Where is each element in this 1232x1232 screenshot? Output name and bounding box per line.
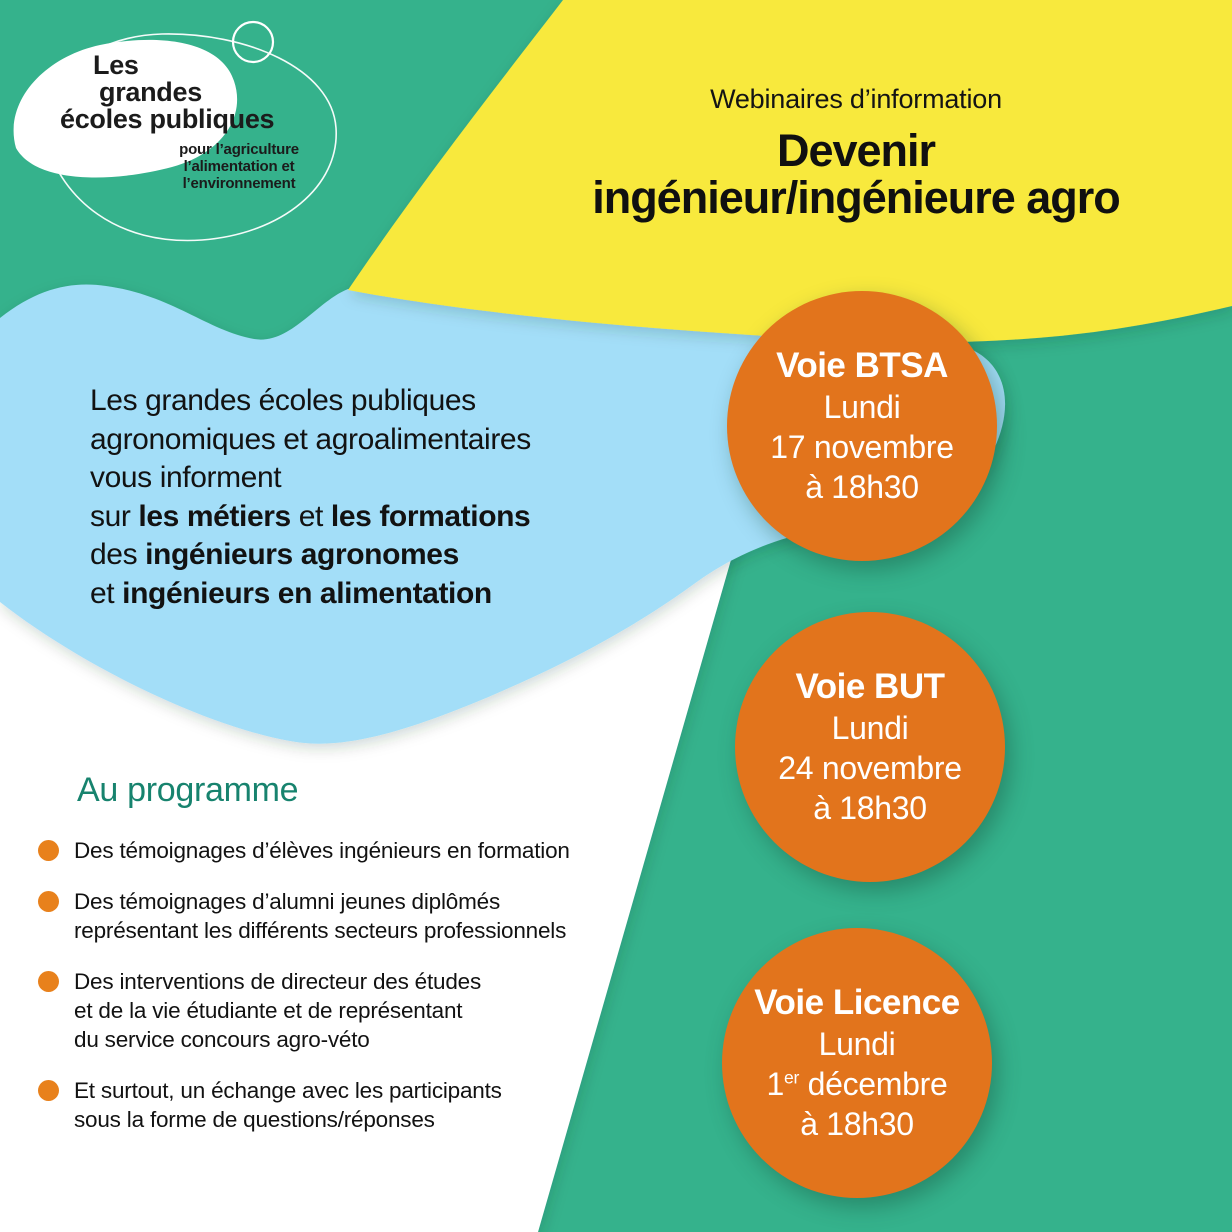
program-heading: Au programme bbox=[77, 771, 299, 809]
intro-line2: agronomiques et agroalimentaires bbox=[90, 422, 531, 456]
bullet-dot-icon bbox=[38, 840, 59, 861]
page-title-line1: Devenir bbox=[776, 125, 936, 176]
logo-title-line3: écoles publiques bbox=[60, 104, 275, 134]
list-item-line: Des témoignages d’élèves ingénieurs en formation bbox=[74, 838, 570, 863]
intro-line5-pre: des bbox=[90, 538, 146, 571]
webinar-date-sup: er bbox=[783, 1067, 800, 1088]
intro-line3: vous informent bbox=[90, 461, 282, 494]
list-item-line: et de la vie étudiante et de représentant bbox=[74, 998, 463, 1023]
webinar-time: à 18h30 bbox=[805, 469, 919, 505]
webinar-track: Voie Licence bbox=[754, 983, 960, 1022]
webinar-date-rest: novembre bbox=[805, 429, 954, 465]
header bbox=[470, 84, 1232, 221]
logo-tagline bbox=[160, 141, 318, 192]
webinar-date-rest: novembre bbox=[813, 750, 962, 786]
list-item bbox=[38, 836, 658, 865]
webinar-date bbox=[778, 748, 962, 788]
intro-line4-bold1: les métiers bbox=[138, 499, 291, 533]
webinar-time: à 18h30 bbox=[800, 1106, 914, 1142]
webinar-time: à 18h30 bbox=[813, 790, 927, 826]
list-item bbox=[38, 1076, 658, 1134]
logo-title-line1: Les bbox=[93, 50, 139, 80]
list-item-line: Des interventions de directeur des études bbox=[74, 969, 482, 994]
logo-tagline-line3: l’environnement bbox=[182, 175, 296, 192]
webinar-circle-btsa bbox=[727, 291, 997, 561]
webinar-day: Lundi bbox=[818, 1026, 896, 1062]
list-item-text bbox=[74, 887, 566, 945]
intro-line1: Les grandes écoles publiques bbox=[90, 384, 476, 417]
intro-line4 bbox=[90, 498, 531, 537]
page-title-line2: ingénieur/ingénieure agro bbox=[592, 172, 1120, 223]
intro-line6 bbox=[90, 575, 531, 614]
list-item bbox=[38, 887, 658, 945]
bullet-dot-icon bbox=[38, 1080, 59, 1101]
header-kicker: Webinaires d’information bbox=[710, 84, 1002, 114]
intro-line4-bold2: les formations bbox=[330, 499, 531, 533]
webinar-day: Lundi bbox=[823, 389, 901, 425]
webinar-date-rest: décembre bbox=[799, 1066, 948, 1102]
intro-line6-bold: ingénieurs en alimentation bbox=[122, 576, 492, 610]
webinar-date bbox=[766, 1064, 947, 1104]
webinar-date-num: 1 bbox=[766, 1066, 784, 1102]
intro-line5-bold: ingénieurs agronomes bbox=[145, 538, 459, 571]
intro-text bbox=[90, 382, 531, 613]
bullet-dot-icon bbox=[38, 971, 59, 992]
list-item-text bbox=[74, 967, 481, 1054]
webinar-circle-licence bbox=[722, 928, 992, 1198]
list-item-line: Et surtout, un échange avec les participants bbox=[74, 1078, 502, 1103]
list-item-line: sous la forme de questions/réponses bbox=[74, 1107, 435, 1132]
webinar-circle-but bbox=[735, 612, 1005, 882]
list-item-line: représentant les différents secteurs professionnels bbox=[74, 918, 567, 943]
webinar-track: Voie BUT bbox=[795, 667, 945, 706]
list-item-line: Des témoignages d’alumni jeunes diplômés bbox=[74, 889, 500, 914]
intro-line6-pre: et bbox=[90, 576, 123, 610]
list-item-text bbox=[74, 836, 570, 865]
logo-title-line2: grandes bbox=[99, 77, 202, 107]
program-list bbox=[38, 836, 658, 1156]
webinar-date-num: 24 bbox=[778, 750, 814, 786]
webinar-track: Voie BTSA bbox=[776, 346, 948, 385]
list-item bbox=[38, 967, 658, 1054]
webinar-date-num: 17 bbox=[770, 429, 806, 465]
intro-line5 bbox=[90, 536, 531, 575]
bullet-dot-icon bbox=[38, 891, 59, 912]
intro-line4-pre: sur bbox=[90, 499, 139, 533]
list-item-text bbox=[74, 1076, 502, 1134]
list-item-line: du service concours agro-véto bbox=[74, 1027, 370, 1052]
webinar-date bbox=[770, 427, 954, 467]
logo-tagline-line1: pour l’agriculture bbox=[179, 141, 299, 158]
logo-tagline-line2: l’alimentation et bbox=[183, 158, 295, 175]
webinar-day: Lundi bbox=[831, 710, 909, 746]
intro-line4-mid: et bbox=[290, 499, 331, 533]
